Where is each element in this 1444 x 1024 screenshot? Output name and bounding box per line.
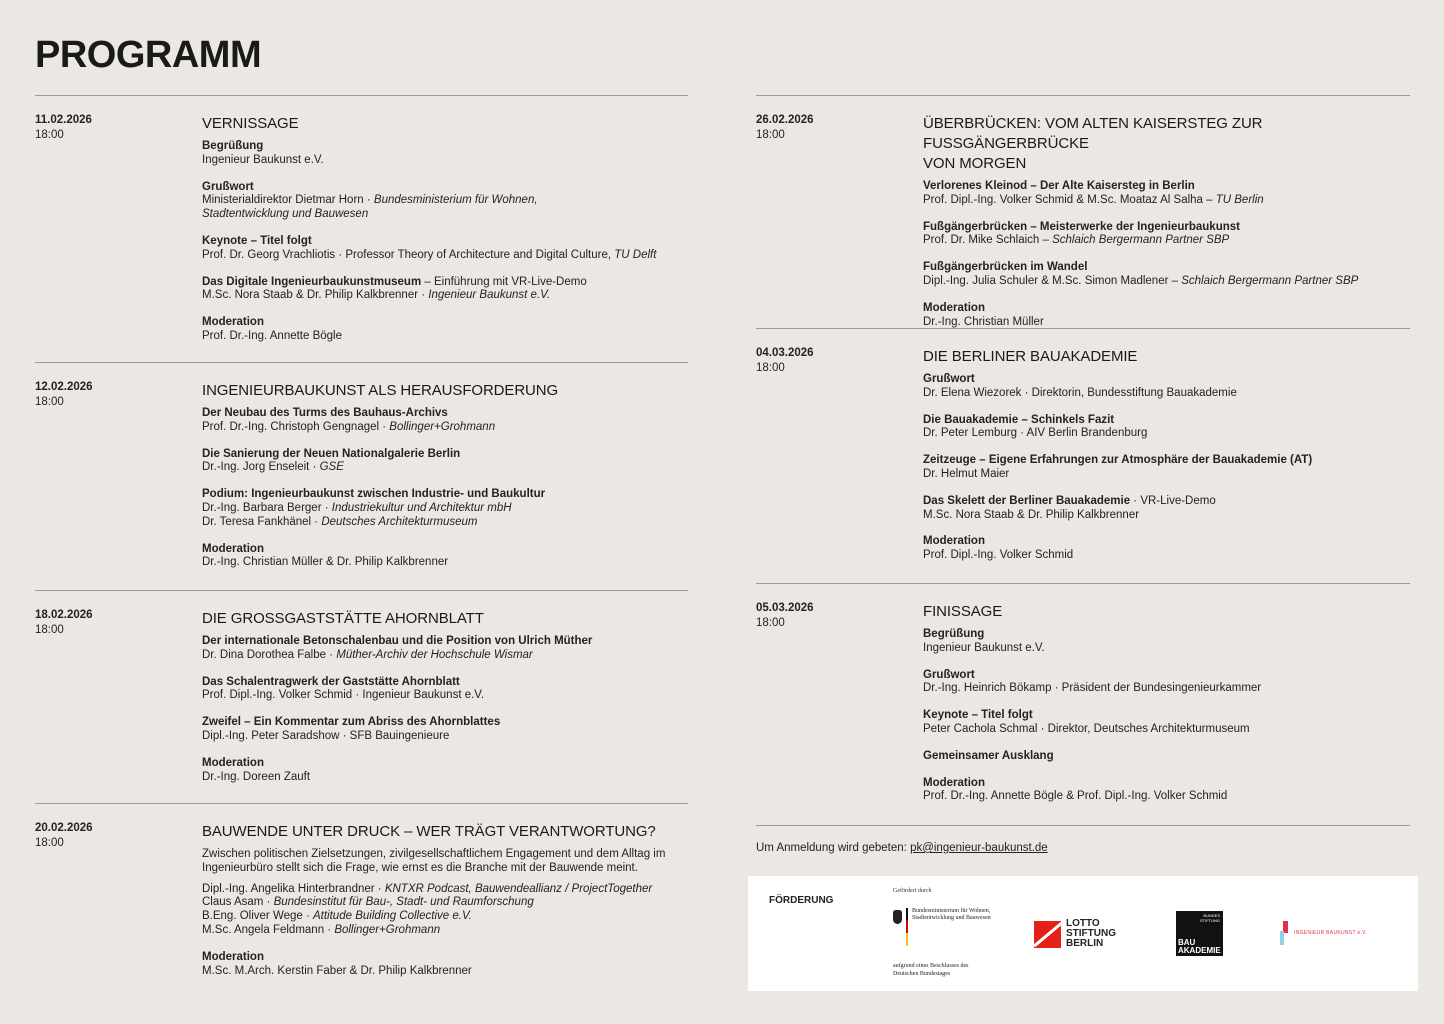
speaker-name: Ministerialdirektor Dietmar Horn ·: [202, 194, 374, 207]
speaker-line: [202, 249, 688, 263]
item-title: Der Neubau des Turms des Bauhaus-Archivs: [202, 407, 448, 419]
item-title: Begrüßung: [202, 140, 264, 152]
speaker-line: [202, 649, 688, 663]
item-title: Die Bauakademie – Schinkels Fazit: [923, 413, 1115, 426]
item-title: Moderation: [202, 316, 264, 329]
speaker-name: Prof. Dr. Georg Vrachliotis · Professor Theory of Architecture and Digital Culture,: [202, 248, 615, 261]
item-heading: [202, 448, 688, 462]
speaker-name: Prof. Dipl.-Ing. Volker Schmid: [923, 549, 1074, 562]
event-time: 18:00: [756, 129, 785, 141]
item-title: Das Digitale Ingenieurbaukunstmuseum: [202, 275, 422, 288]
event-time: 18:00: [35, 837, 64, 849]
item-heading: [923, 373, 1410, 387]
item-heading: [923, 221, 1410, 235]
speaker-affiliation: Deutsches Architekturmuseum: [321, 515, 478, 528]
item-title: Grußwort: [923, 668, 975, 681]
item-heading: [202, 716, 688, 730]
event-time: 18:00: [35, 624, 64, 636]
speaker-line: [202, 896, 688, 910]
signup-email-link[interactable]: pk@ingenieur-baukunst.de: [910, 842, 1048, 854]
speaker-affiliation: TU Berlin: [1215, 193, 1264, 206]
item-heading: [202, 635, 688, 649]
speaker-line: [202, 965, 688, 979]
speaker-name: Ingenieur Baukunst e.V.: [923, 641, 1045, 654]
event-datetime: [35, 608, 93, 638]
speaker-name: Dipl.-Ing. Angelika Hinterbrandner ·: [202, 882, 385, 895]
program-item: [923, 454, 1410, 482]
speaker-line: [202, 516, 688, 530]
event-time: 18:00: [35, 129, 64, 141]
program-item: [923, 535, 1410, 563]
event-content: [923, 114, 1410, 329]
item-title: Moderation: [923, 776, 985, 789]
program-item: [202, 488, 688, 529]
sponsor-label: FÖRDERUNG: [769, 895, 834, 906]
speaker-line: [923, 275, 1410, 289]
speaker-line: [923, 549, 1410, 563]
speaker-name: Dr. Peter Lemburg · AIV Berlin Brandenburg: [923, 427, 1148, 440]
lotto-stiftung-logo: [1034, 919, 1136, 949]
event-datetime: [756, 601, 814, 631]
signup-note: [756, 842, 1048, 854]
item-heading: [923, 302, 1410, 316]
item-title: Begrüßung: [923, 628, 985, 640]
item-title: Grußwort: [923, 373, 975, 385]
speaker-line: [202, 208, 688, 222]
german-flag-bar: [906, 908, 908, 946]
speaker-name: Dr. Helmut Maier: [923, 467, 1010, 480]
bauakademie-top-text: BUNDES STIFTUNG: [1200, 913, 1220, 923]
item-heading: [923, 750, 1410, 764]
item-heading: [923, 669, 1410, 683]
event-title: DIE BERLINER BAUAKADEMIE: [923, 348, 1138, 365]
speaker-line: [202, 771, 688, 785]
item-title: Die Sanierung der Neuen Nationalgalerie Berlin: [202, 447, 461, 460]
event-block: [756, 583, 1410, 817]
speaker-name: Prof. Dipl.-Ing. Volker Schmid & M.Sc. Moataz Al Salha –: [923, 193, 1216, 206]
event-date: 05.03.2026: [756, 602, 814, 614]
item-title: Zweifel – Ein Kommentar zum Abriss des Ahornblattes: [202, 716, 501, 729]
funded-by-label: Gefördert durch: [893, 888, 932, 894]
speaker-name: Dr.-Ing. Christian Müller: [923, 315, 1044, 328]
speaker-line: [202, 421, 688, 435]
item-heading: [923, 261, 1410, 275]
item-heading: [202, 181, 688, 195]
program-item: [923, 373, 1410, 401]
program-item: [202, 407, 688, 435]
item-title: Moderation: [202, 756, 264, 769]
event-block: [35, 590, 688, 797]
item-heading: [923, 777, 1410, 791]
speaker-line: [923, 468, 1410, 482]
event-date: 26.02.2026: [756, 114, 814, 126]
event-time: 18:00: [756, 617, 785, 629]
speaker-affiliation: Industriekultur und Architektur mbH: [331, 501, 512, 514]
speaker-line: [202, 730, 688, 744]
item-title: Moderation: [923, 301, 985, 314]
program-item: [202, 316, 688, 344]
speaker-line: [202, 154, 688, 168]
speaker-name: M.Sc. Nora Staab & Dr. Philip Kalkbrenner: [923, 508, 1140, 521]
ingenieur-baukunst-logo: [1280, 921, 1384, 945]
item-subtitle: – Einführung mit VR-Live-Demo: [421, 275, 587, 288]
item-heading: [202, 757, 688, 771]
speaker-name: Prof. Dipl.-Ing. Volker Schmid · Ingenieur Baukunst e.V.: [202, 689, 485, 702]
speaker-line: [202, 330, 688, 344]
item-title: Podium: Ingenieurbaukunst zwischen Industrie- und Baukultur: [202, 488, 546, 501]
speaker-affiliation: Ingenieur Baukunst e.V.: [428, 289, 551, 302]
speaker-name: M.Sc. Angela Feldmann ·: [202, 923, 335, 936]
item-heading: [202, 543, 688, 557]
item-heading: [202, 316, 688, 330]
item-heading: [923, 180, 1410, 194]
speaker-name: Ingenieur Baukunst e.V.: [202, 153, 324, 166]
speaker-line: [923, 427, 1410, 441]
program-item: [923, 628, 1410, 656]
speaker-name: Peter Cachola Schmal · Direktor, Deutsches Architekturmuseum: [923, 722, 1250, 735]
event-content: [923, 347, 1410, 563]
item-title: Fußgängerbrücken – Meisterwerke der Ingenieurbaukunst: [923, 220, 1240, 233]
item-heading: [202, 235, 688, 249]
event-datetime: [756, 113, 814, 143]
item-heading: [202, 407, 688, 421]
speaker-name: Dr.-Ing. Heinrich Bökamp · Präsident der Bundesingenieurkammer: [923, 682, 1262, 695]
speaker-affiliation: Attitude Building Collective e.V.: [313, 910, 472, 923]
program-item: [202, 181, 688, 222]
item-subtitle: · VR-Live-Demo: [1130, 494, 1216, 507]
program-item: [923, 414, 1410, 442]
item-title: Keynote – Titel folgt: [202, 234, 312, 247]
program-item: [923, 777, 1410, 805]
speaker-affiliation: Müther-Archiv der Hochschule Wismar: [336, 648, 533, 661]
item-heading: [202, 951, 688, 965]
item-title: Der internationale Betonschalenbau und die Position von Ulrich Müther: [202, 635, 593, 647]
item-heading: [923, 628, 1410, 642]
item-title: Verlorenes Kleinod – Der Alte Kaisersteg in Berlin: [923, 180, 1195, 192]
federal-eagle-icon: [893, 910, 902, 924]
speaker-affiliation: GSE: [319, 461, 344, 474]
speaker-name: M.Sc. M.Arch. Kerstin Faber & Dr. Philip Kalkbrenner: [202, 964, 472, 977]
item-title: Das Schalentragwerk der Gaststätte Ahornblatt: [202, 675, 460, 688]
ib-name: INGENIEUR BAUKUNST e.V.: [1294, 930, 1368, 936]
item-title: Gemeinsamer Ausklang: [923, 749, 1054, 762]
event-title: BAUWENDE UNTER DRUCK – WER TRÄGT VERANTWORTUNG?: [202, 823, 656, 840]
event-datetime: [35, 113, 92, 143]
event-datetime: [756, 346, 814, 376]
bauakademie-name: BAU AKADEMIE: [1178, 938, 1221, 955]
program-item: [923, 669, 1410, 697]
program-item: [923, 180, 1410, 208]
speaker-name: M.Sc. Nora Staab & Dr. Philip Kalkbrenner ·: [202, 289, 429, 302]
item-title: Moderation: [923, 535, 985, 548]
program-item: [202, 716, 688, 744]
speaker-line: [923, 723, 1410, 737]
bundestag-resolution: aufgrund eines Beschlusses des Deutschen Bundestages: [893, 963, 969, 977]
item-title: Das Skelett der Berliner Bauakademie: [923, 494, 1131, 507]
program-item: [923, 750, 1410, 764]
event-title: DIE GROSSGASTSTÄTTE AHORNBLATT: [202, 610, 484, 627]
event-content: [202, 381, 688, 570]
speaker-line: [202, 924, 688, 938]
speaker-name: Prof. Dr.-Ing. Annette Bögle & Prof. Dipl.-Ing. Volker Schmid: [923, 790, 1228, 803]
event-content: [202, 114, 688, 344]
event-title: ÜBERBRÜCKEN: VOM ALTEN KAISERSTEG ZUR FUSSGÄNGERBRÜCKE VON MORGEN: [923, 115, 1263, 172]
ministry-name: Bundesministerium für Wohnen, Stadtentwicklung und Bauwesen: [912, 908, 991, 921]
item-title: Moderation: [202, 542, 264, 555]
speaker-name: Dr. Dina Dorothea Falbe ·: [202, 648, 337, 661]
speaker-line: [923, 387, 1410, 401]
program-item: [202, 757, 688, 785]
speaker-name: Dr.-Ing. Doreen Zauft: [202, 770, 311, 783]
item-heading: [923, 535, 1410, 549]
speaker-name: Dr. Teresa Fankhänel ·: [202, 515, 322, 528]
speaker-line: [923, 194, 1410, 208]
item-heading: [202, 140, 688, 154]
program-item: [202, 951, 688, 979]
speaker-line: [202, 502, 688, 516]
speaker-affiliation: Bundesinstitut für Bau-, Stadt- und Raumforschung: [273, 896, 534, 909]
event-content: [202, 609, 688, 784]
event-title: VERNISSAGE: [202, 115, 299, 132]
speaker-line: [923, 642, 1410, 656]
signup-text: Um Anmeldung wird gebeten:: [756, 842, 911, 854]
program-item: [202, 140, 688, 168]
item-heading: [202, 676, 688, 690]
speaker-line: [202, 194, 688, 208]
event-block: [35, 362, 688, 583]
item-title: Grußwort: [202, 180, 254, 193]
item-heading: [923, 454, 1410, 468]
event-date: 12.02.2026: [35, 381, 93, 393]
speaker-line: [202, 556, 688, 570]
divider: [756, 825, 1410, 826]
lotto-name: LOTTO STIFTUNG BERLIN: [1066, 918, 1116, 949]
speaker-affiliation: KNTXR Podcast, Bauwendeallianz / ProjectTogether: [384, 882, 653, 895]
speaker-name: Prof. Dr.-Ing. Annette Bögle: [202, 329, 342, 342]
speaker-name: Claus Asam ·: [202, 896, 274, 909]
program-item: [923, 261, 1410, 289]
event-datetime: [35, 380, 93, 410]
event-content: [202, 822, 688, 978]
program-item: [923, 495, 1410, 523]
event-time: 18:00: [35, 396, 64, 408]
speaker-affiliation: Schlaich Bergermann Partner SBP: [1052, 234, 1230, 247]
bauakademie-logo: [1176, 911, 1223, 956]
event-content: [923, 602, 1410, 804]
program-item: [202, 635, 688, 663]
program-item: [923, 221, 1410, 249]
speaker-affiliation: Stadtentwicklung und Bauwesen: [202, 208, 369, 221]
event-date: 18.02.2026: [35, 609, 93, 621]
speaker-name: Prof. Dr. Mike Schlaich –: [923, 234, 1053, 247]
speaker-name: Dr. Elena Wiezorek · Direktorin, Bundesstiftung Bauakademie: [923, 386, 1237, 399]
event-datetime: [35, 821, 93, 851]
speaker-line: [202, 289, 688, 303]
item-heading: [202, 488, 688, 502]
speaker-name: Dr.-Ing. Jorg Enseleit ·: [202, 461, 320, 474]
speaker-affiliation: Bundesministerium für Wohnen,: [373, 194, 538, 207]
speaker-name: B.Eng. Oliver Wege ·: [202, 910, 313, 923]
event-title: FINISSAGE: [923, 603, 1003, 620]
lotto-mark-icon: [1034, 921, 1061, 948]
speaker-affiliation: Bollinger+Grohmann: [389, 420, 496, 433]
item-title: Keynote – Titel folgt: [923, 709, 1033, 722]
speaker-line: [923, 234, 1410, 248]
event-date: 04.03.2026: [756, 347, 814, 359]
item-title: Fußgängerbrücken im Wandel: [923, 261, 1088, 274]
speaker-line: [202, 461, 688, 475]
event-block: [35, 803, 688, 991]
program-item: [202, 448, 688, 476]
event-intro: Zwischen politischen Zielsetzungen, zivilgesellschaftlichem Engagement und dem Alltag im Ingenieurbüro stellt sich die Frage, wie ernst es die Branche mit der Bauwende meint.: [202, 848, 666, 874]
item-heading: [202, 276, 688, 290]
event-date: 20.02.2026: [35, 822, 93, 834]
item-heading: [923, 495, 1410, 509]
event-block: [756, 95, 1410, 342]
speaker-line: [202, 689, 688, 703]
event-time: 18:00: [756, 362, 785, 374]
event-title: INGENIEURBAUKUNST ALS HERAUSFORDERUNG: [202, 382, 559, 399]
speaker-affiliation: Schlaich Bergermann Partner SBP: [1181, 274, 1359, 287]
item-heading: [923, 709, 1410, 723]
program-item: [923, 302, 1410, 330]
program-item: [202, 676, 688, 704]
item-heading: [923, 414, 1410, 428]
item-title: Zeitzeuge – Eigene Erfahrungen zur Atmosphäre der Bauakademie (AT): [923, 454, 1313, 467]
item-title: Moderation: [202, 950, 264, 963]
speaker-line: [923, 509, 1410, 523]
program-item: [923, 709, 1410, 737]
sponsor-box: [748, 876, 1418, 991]
speaker-affiliation: TU Delft: [614, 248, 657, 261]
event-block: [35, 95, 688, 357]
speaker-name: Dipl.-Ing. Peter Saradshow · SFB Bauingenieure: [202, 729, 450, 742]
program-item: [202, 235, 688, 263]
ministry-logo: [893, 908, 1022, 946]
speaker-line: [202, 910, 688, 924]
speaker-name: Prof. Dr.-Ing. Christoph Gengnagel ·: [202, 420, 390, 433]
speaker-line: [923, 682, 1410, 696]
speaker-name: Dr.-Ing. Christian Müller & Dr. Philip Kalkbrenner: [202, 556, 449, 569]
ib-mark-icon: [1280, 921, 1290, 945]
event-date: 11.02.2026: [35, 114, 92, 126]
speaker-name: Dr.-Ing. Barbara Berger ·: [202, 501, 332, 514]
speaker-name: Dipl.-Ing. Julia Schuler & M.Sc. Simon Madlener –: [923, 274, 1182, 287]
program-item: [202, 543, 688, 571]
speaker-affiliation: Bollinger+Grohmann: [334, 923, 441, 936]
program-item: [202, 276, 688, 304]
speaker-line: [202, 883, 688, 897]
program-item: [202, 883, 688, 938]
page-title: PROGRAMM: [35, 34, 262, 76]
event-block: [756, 328, 1410, 576]
speaker-line: [923, 790, 1410, 804]
